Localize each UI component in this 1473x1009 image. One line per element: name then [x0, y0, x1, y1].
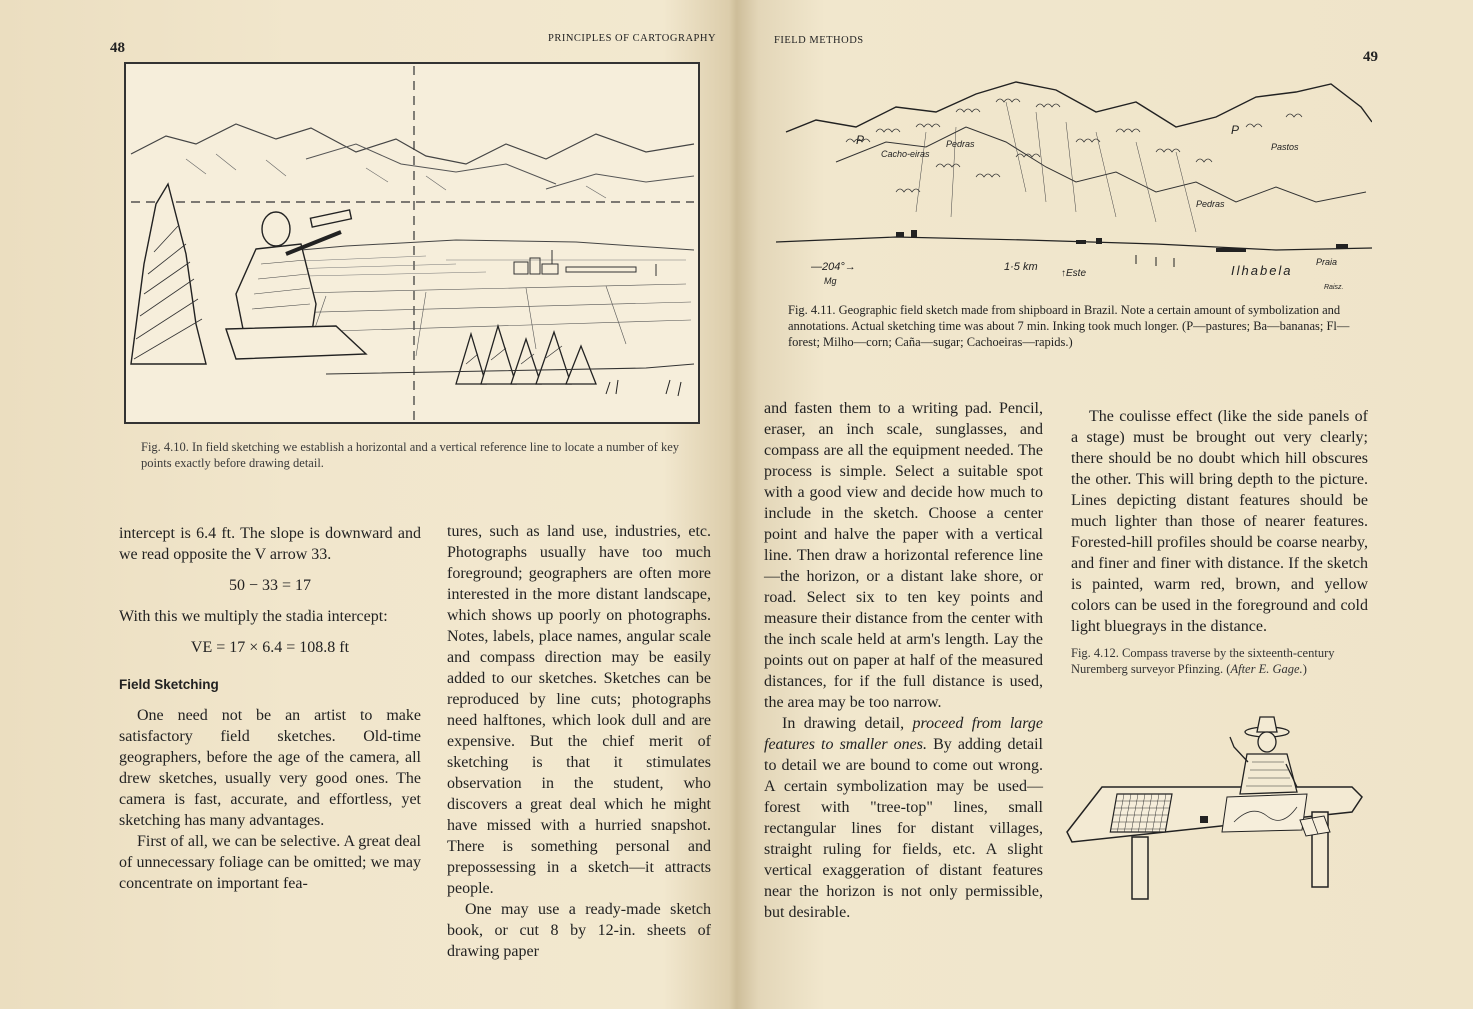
artist-signature: Raisz.	[1324, 284, 1344, 291]
svg-text:P: P	[1231, 123, 1240, 137]
paragraph: tures, such as land use, industries, etc. Photographs usually have too much foreground; geographers are often more interested in the more distant landscape, which shows up poorly on photographs. Notes, labels, place names, angular scale and compass direction may be easily added to our sketches. Sketches can be reproduced by line cuts; photographs need halftones, which look dull and are expensive. But the chief merit of sketching is that it stimulates observation in the student, who discovers a great deal which he might have missed with a hurried snapshot. There is something personal and prepossessing in a sketch—it attracts people.	[447, 523, 711, 897]
emphasis: proceed from large features to smaller ones.	[764, 715, 1043, 753]
left-page-column-1	[119, 523, 421, 894]
figure-4-11-sketch	[776, 72, 1372, 292]
figure-4-12-illustration	[1062, 712, 1372, 912]
right-running-head: FIELD METHODS	[774, 35, 864, 46]
equation: VE = 17 × 6.4 = 108.8 ft	[190, 639, 350, 656]
label-cachoeiras: Cacho-eiras	[881, 149, 930, 159]
figure-4-10-caption: Fig. 4.10. In field sketching we establish a horizontal and a vertical reference line to locate a number of key points exactly before drawing detail.	[141, 440, 679, 470]
section-heading: Field Sketching	[119, 677, 219, 692]
figure-4-12-caption: Fig. 4.12. Compass traverse by the sixteenth-century Nuremberg surveyor Pfinzing. (After E. Gage.)	[1071, 646, 1335, 676]
paragraph: The coulisse effect (like the side panels of a stage) must be brought out very clearly; there should be no doubt which hill obscures the other. This will bring depth to the picture. Lines depicting distant features should be much lighter than those of nearer features. Forested-hill profiles should be coarse nearby, and finer and finer with distance. If the sketch is painted, warm red, brown, and yellow colors can be used in the foreground and cold light bluegrays in the distance.	[1071, 408, 1368, 635]
label-bearing-sub: Mg	[824, 276, 837, 286]
left-page-column-2	[447, 521, 711, 962]
right-page-number: 49	[1363, 49, 1378, 65]
label-scale: 1·5 km	[1004, 261, 1038, 273]
paragraph: One need not be an artist to make satisfactory field sketches. Old-time geographers, before the age of the camera, all drew sketches, usually very good ones. The camera is fast, accurate, and effortless, yet sketching has many advantages.	[119, 707, 421, 829]
equation: 50 − 33 = 17	[228, 577, 312, 594]
left-page-number: 48	[110, 40, 125, 56]
label-ilhabela: Ilhabela	[1231, 263, 1293, 278]
label-pedras: Pedras	[946, 139, 975, 149]
paragraph: intercept is 6.4 ft. The slope is downward and we read opposite the V arrow 33.	[119, 525, 421, 563]
figure-4-10-sketch	[124, 62, 700, 424]
figure-4-11-caption: Fig. 4.11. Geographic field sketch made from shipboard in Brazil. Note a certain amount of symbolization and annotations. Actual sketching time was about 7 min. Inking took much longer. (P—pastures; Ba—bananas; Fl—forest; Milho—corn; Caña—sugar; Cachoeiras—rapids.)	[788, 303, 1350, 349]
label-bearing: —204°→	[811, 261, 856, 273]
paragraph: With this we multiply the stadia intercept:	[119, 608, 388, 625]
paragraph: In drawing detail, proceed from large features to smaller ones. By adding detail to detail we are bound to come out wrong. A certain symbolization may be used—forest with "tree-top" lines, small rectangular lines for distant villages, straight ruling for fields, etc. A slight vertical exaggeration of distant features near the horizon is not only permissible, but desirable.	[764, 715, 1043, 921]
left-running-head: PRINCIPLES OF CARTOGRAPHY	[548, 33, 717, 44]
label-praia: Praia	[1316, 257, 1338, 267]
paragraph: and fasten them to a writing pad. Pencil, eraser, an inch scale, sunglasses, and compass are all the equipment needed. The process is simple. Select a suitable spot with a good view and decide how much to include in the sketch. Choose a center point and halve the paper with a vertical line. Then draw a horizontal reference line —the horizon, or a distant lake shore, or road. Select six to ten key points and measure their distance from the center with the inch scale held at arm's length. Lay the points out on paper at half of the measured distances, for if the full distance is used, the area may be too narrow.	[764, 400, 1043, 711]
label-este: ↑Este	[1061, 268, 1087, 279]
label-pedras-2: Pedras	[1196, 199, 1225, 209]
right-page-column-1	[764, 398, 1043, 923]
label-pastos: Pastos	[1271, 142, 1299, 152]
paragraph: First of all, we can be selective. A great deal of unnecessary foliage can be omitted; we may concentrate on important fea-	[119, 833, 421, 892]
svg-text:P: P	[856, 133, 865, 147]
right-page-column-2	[1071, 406, 1368, 677]
paragraph: One may use a ready-made sketch book, or cut 8 by 12-in. sheets of drawing paper	[447, 901, 711, 960]
